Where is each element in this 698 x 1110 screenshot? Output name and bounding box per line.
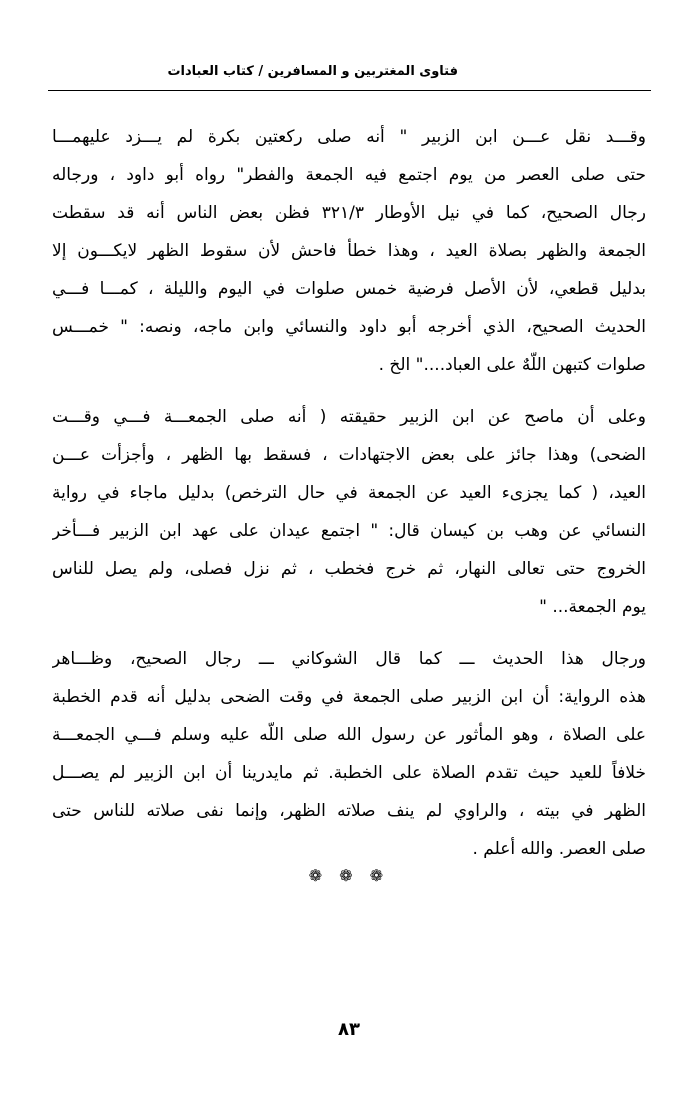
text-line: الجمعة والظهر بصلاة العيد ، وهذا خطأ فاحش لأن سقوط الظهر لايكـــون إلا: [52, 241, 646, 261]
text-line: صلوات كتبهن اللّهٌ على العباد...." الخ .: [378, 355, 646, 375]
text-line: بدليل قطعي، لأن الأصل فرضية خمس صلوات في اليوم والليلة ، كمـــا فـــي: [52, 279, 646, 299]
text-line: صلى العصر. والله أعلم .: [472, 839, 646, 859]
text-line: يوم الجمعة... ": [539, 597, 646, 617]
text-line: هذه الرواية: أن ابن الزبير صلى الجمعة في وقت الضحى بدليل أنه قدم الخطبة: [52, 687, 646, 707]
text-line: الخروج حتى تعالى النهار، ثم خرج فخطب ، ثم نزل فصلى، ولم يصل للناس: [52, 559, 646, 579]
text-line: حتى صلى العصر من يوم اجتمع فيه الجمعة والفطر" رواه أبو داود ، ورجاله: [52, 165, 646, 185]
text-line: الضحى) وهذا جائز على بعض الاجتهادات ، فسقط بها الظهر ، وأجزأت عـــن: [52, 445, 646, 465]
text-line: خلافاً للعيد حيث تقدم الصلاة على الخطبة. ثم مايدرينا أن ابن الزبير لم يصـــل: [52, 763, 646, 783]
text-line: النسائي عن وهب بن كيسان قال: " اجتمع عيدان على عهد ابن الزبير فـــأخر: [52, 521, 646, 541]
text-line: الحديث الصحيح، الذي أخرجه أبو داود والنسائي وابن ماجه، ونصه: " خمـــس: [52, 317, 646, 337]
section-end-ornament: ❁ ❁ ❁: [308, 866, 390, 885]
text-line: العيد، ( كما يجزىء العيد عن الجمعة في حال الترخص) بدليل ماجاء في رواية: [52, 483, 646, 503]
paragraph-1: [52, 118, 646, 384]
paragraph-2: [52, 398, 646, 626]
text-line: على الصلاة ، وهو المأثور عن رسول الله صلى اللّه عليه وسلم فـــي الجمعـــة: [52, 725, 646, 745]
text-line: رجال الصحيح، كما في نيل الأوطار ٣٢١/٣ فظن بعض الناس أنه قد سقطت: [52, 203, 646, 223]
text-line: وقـــد نقل عـــن ابن الزبير " أنه صلى ركعتين بكرة لم يـــزد عليهمـــا: [52, 127, 646, 147]
paragraph-3: [52, 640, 646, 868]
body-text: [52, 118, 646, 882]
page-number: ٨٣: [338, 1019, 360, 1040]
header-rule: [48, 90, 651, 91]
text-line: ورجال هذا الحديث ـــ كما قال الشوكاني ـــ رجال الصحيح، وظـــاهر: [52, 649, 646, 669]
text-line: وعلى أن ماصح عن ابن الزبير حقيقته ( أنه صلى الجمعـــة فـــي وقـــت: [52, 407, 646, 427]
text-line: الظهر في بيته ، والراوي لم ينف صلاته الظهر، وإنما نفى صلاته للناس حتى: [52, 801, 646, 821]
running-header: فتاوى المغتربين و المسافرين / كتاب العبادات: [167, 64, 458, 79]
